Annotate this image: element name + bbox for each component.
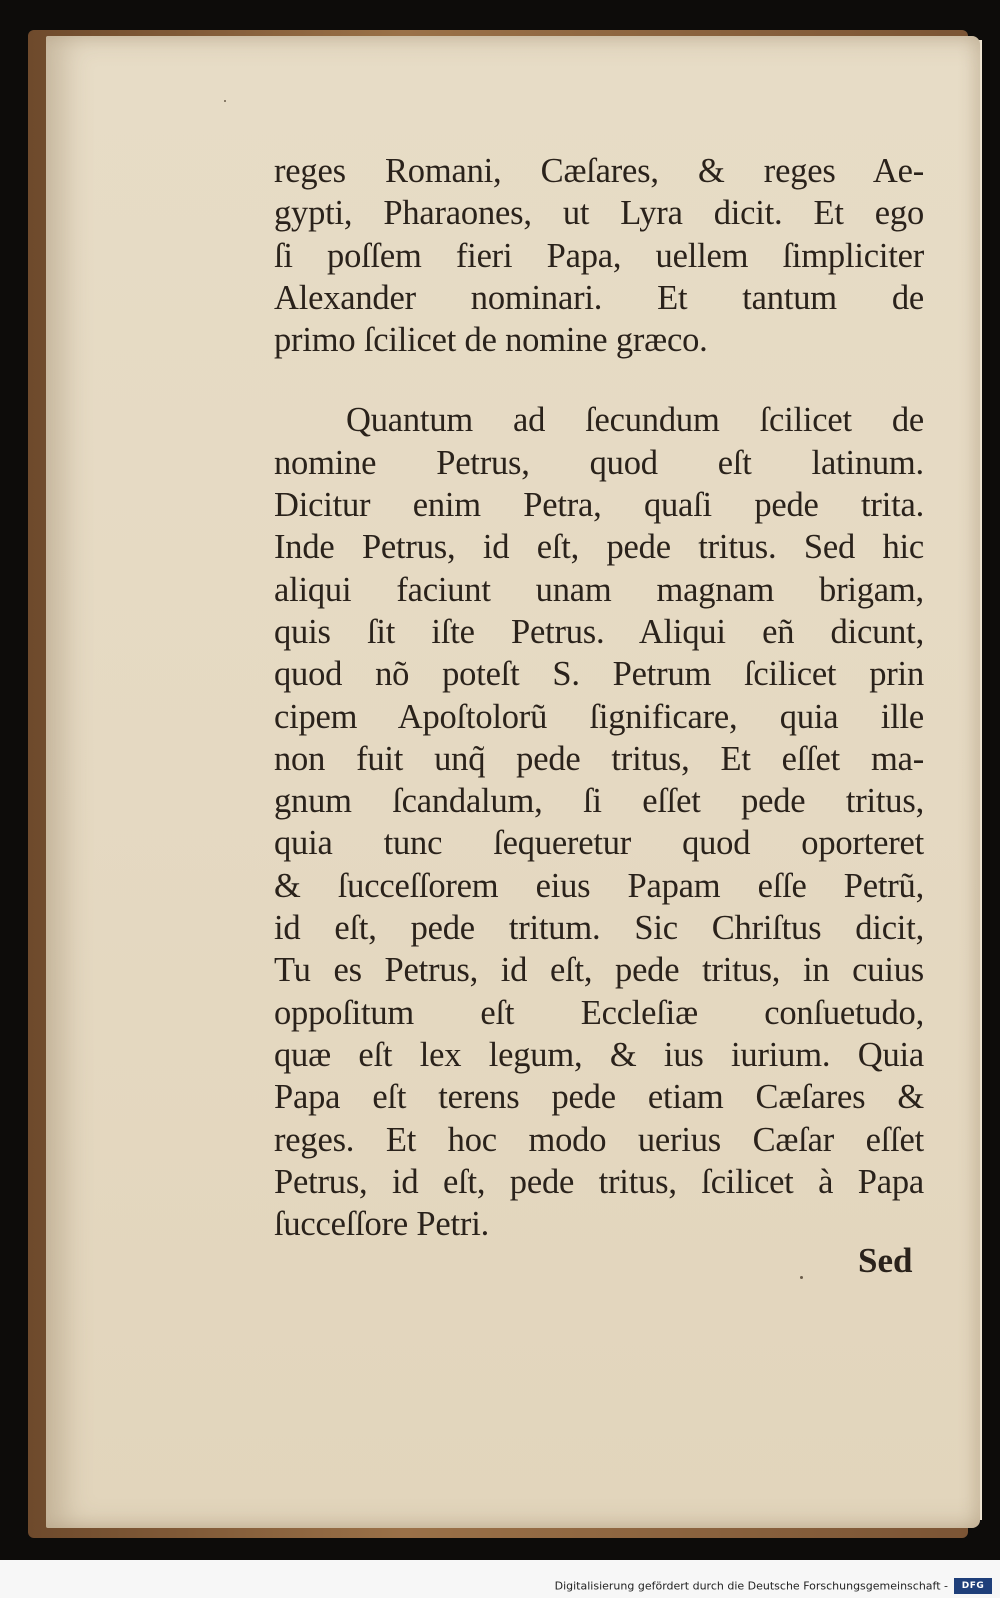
- text-line: reges. Et hoc modo uerius Cæſar eſſet: [274, 1120, 924, 1159]
- text-line: quod nõ poteſt S. Petrum ſcilicet prin: [274, 655, 924, 694]
- text-line: & ſucceſſorem eius Papam eſſe Petrũ,: [274, 866, 924, 905]
- text-line: aliqui faciunt unam magnam brigam,: [274, 570, 924, 609]
- text-line: cipem Apoſtolorũ ſignificare, quia ille: [274, 697, 924, 736]
- page-text: [274, 150, 924, 1245]
- text-line: quia tunc ſequeretur quod oporteret: [274, 824, 924, 863]
- text-line: ſucceſſore Petri.: [274, 1205, 490, 1244]
- text-line: reges Romani, Cæſares, & reges Ae-: [274, 152, 924, 190]
- text-line: Tu es Petrus, id eſt, pede tritus, in cuius: [274, 951, 924, 990]
- text-line: gypti, Pharaones, ut Lyra dicit. Et ego: [274, 194, 924, 233]
- paper-speck: [224, 100, 226, 102]
- catchword: Sed: [858, 1241, 913, 1280]
- text-line: Papa eſt terens pede etiam Cæſares &: [274, 1078, 924, 1117]
- paragraph-gap: [274, 361, 924, 399]
- paper-speck: [800, 1276, 803, 1279]
- text-line: nomine Petrus, quod eſt latinum.: [274, 443, 924, 482]
- text-line: quæ eſt lex legum, & ius iurium. Quia: [274, 1035, 924, 1074]
- text-line: quis ſit iſte Petrus. Aliqui eñ dicunt,: [274, 612, 924, 651]
- text-line: id eſt, pede tritum. Sic Chriſtus dicit,: [274, 909, 924, 948]
- footer-credit: Digitalisierung gefördert durch die Deutsche Forschungsgemeinschaft -: [554, 1579, 948, 1593]
- text-line: ſi poſſem fieri Papa, uellem ſimpliciter: [274, 236, 924, 275]
- text-line: oppoſitum eſt Eccleſiæ conſuetudo,: [274, 993, 924, 1032]
- text-line: primo ſcilicet de nomine græco.: [274, 321, 708, 360]
- dfg-logo-icon: DFG: [954, 1578, 992, 1594]
- text-line: non fuit unq̃ pede tritus, Et eſſet ma-: [274, 739, 924, 778]
- text-line: Quantum ad ſecundum ſcilicet de: [346, 401, 924, 440]
- text-line: Inde Petrus, id eſt, pede tritus. Sed hic: [274, 528, 924, 567]
- text-line: Dicitur enim Petra, quaſi pede trita.: [274, 486, 924, 525]
- text-line: Petrus, id eſt, pede tritus, ſcilicet à Papa: [274, 1162, 924, 1201]
- text-line: gnum ſcandalum, ſi eſſet pede tritus,: [274, 782, 924, 821]
- text-line: Alexander nominari. Et tantum de: [274, 278, 924, 317]
